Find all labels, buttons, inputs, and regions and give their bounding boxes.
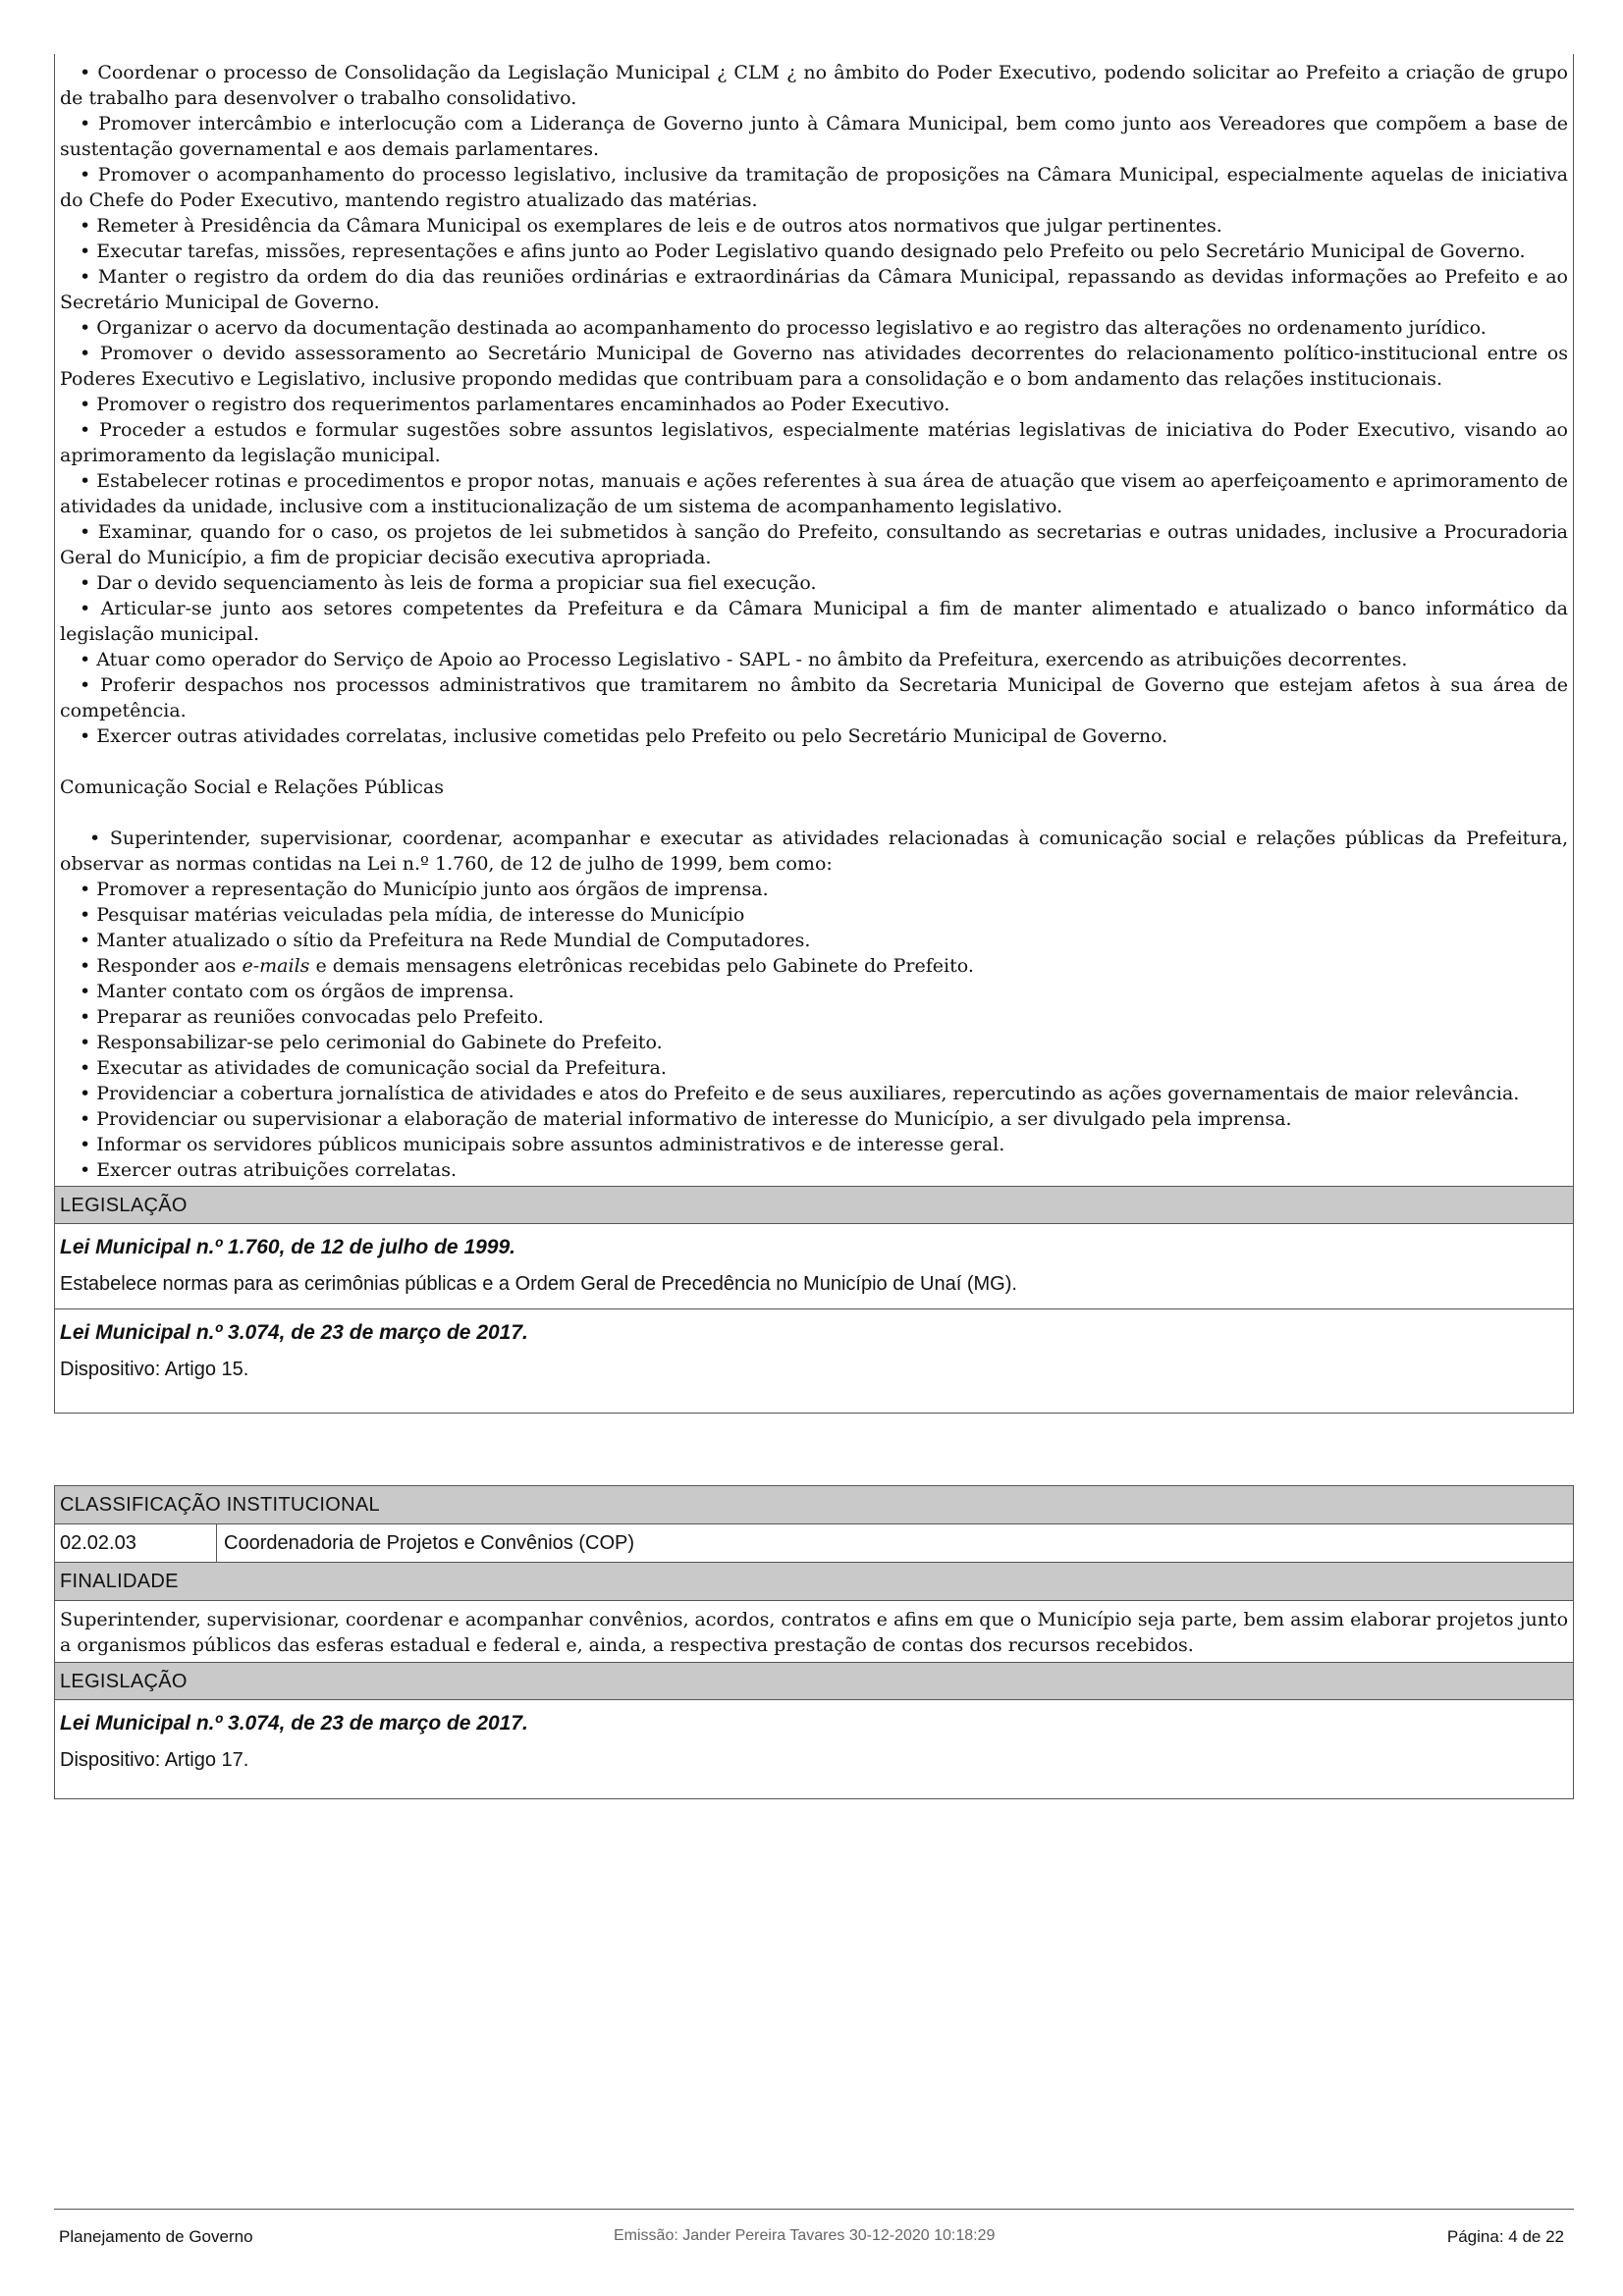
- classification-row: [55, 1524, 1573, 1563]
- footer-title: Planejamento de Governo: [59, 2227, 253, 2246]
- bullet-item: • Pesquisar matérias veiculadas pela mídia, de interesse do Município: [80, 904, 745, 926]
- bullet-item: • Dar o devido sequenciamento às leis de forma a propiciar sua fiel execução.: [80, 572, 817, 594]
- legislation-section: [55, 1186, 1573, 1394]
- bullet-item: • Organizar o acervo da documentação destinada ao acompanhamento do processo legislativo e ao registro das alterações no ordenamento jurídico.: [80, 317, 1487, 339]
- finalidade-text: Superintender, supervisionar, coordenar e acompanhar convênios, acordos, contratos e afins em que o Município seja parte, bem assim elaborar projetos junto a organismos públicos das esferas estadual e federal e, ainda, a respectiva prestação de contas dos recursos recebidos.: [60, 1609, 1569, 1656]
- comm-section-title: Comunicação Social e Relações Públicas: [60, 776, 444, 798]
- footer-page-number: Página: 4 de 22: [1446, 2227, 1564, 2246]
- bullet-item: • Coordenar o processo de Consolidação da Legislação Municipal ¿ CLM ¿ no âmbito do Poder Executivo, podendo solicitar ao Prefeito a criação de grupo de trabalho para desenvolver o trabalho consolidativo.: [60, 62, 1568, 109]
- law-text: Dispositivo: Artigo 15.: [60, 1359, 249, 1380]
- bullet-item: • Executar tarefas, missões, representações e afins junto ao Poder Legislativo quando designado pelo Prefeito ou pelo Secretário Municipal de Governo.: [80, 240, 1526, 262]
- bullet-item: • Promover intercâmbio e interlocução com a Liderança de Governo junto à Câmara Municipal, bem como junto aos Vereadores que compõem a base de sustentação governamental e aos demais parlamentares.: [60, 113, 1568, 160]
- bullet-item: • Remeter à Presidência da Câmara Municipal os exemplares de leis e de outros atos normativos que julgar pertinentes.: [80, 215, 1222, 237]
- bullet-item: • Responsabilizar-se pelo cerimonial do Gabinete do Prefeito.: [80, 1032, 663, 1053]
- bullet-item: • Responder aos e-mails e demais mensagens eletrônicas recebidas pelo Gabinete do Prefeito.: [80, 955, 974, 977]
- bullet-item: • Atuar como operador do Serviço de Apoio ao Processo Legislativo - SAPL - no âmbito da Prefeitura, exercendo as atribuições decorrentes.: [80, 649, 1408, 670]
- finalidade-header: FINALIDADE: [55, 1563, 1573, 1601]
- law-text: Dispositivo: Artigo 17.: [60, 1749, 249, 1771]
- bullet-item: • Estabelecer rotinas e procedimentos e propor notas, manuais e ações referentes à sua área de atuação que visem ao aperfeiçoamento e aprimoramento de atividades da unidade, inclusive com a institucionalização de um sistema de acompanhamento legislativo.: [60, 470, 1568, 517]
- comm-bullet-list: [60, 877, 1568, 1183]
- bullet-item: • Preparar as reuniões convocadas pelo Prefeito.: [80, 1006, 544, 1028]
- top-bullet-list: [60, 60, 1568, 749]
- attributions-block: [54, 54, 1574, 1414]
- law-entry: [55, 1308, 1573, 1394]
- law-entry: [55, 1224, 1573, 1308]
- page-footer: [54, 2209, 1574, 2249]
- classification-name: Coordenadoria de Projetos e Convênios (COP): [224, 1532, 634, 1554]
- bullet-item: • Manter contato com os órgãos de imprensa.: [80, 981, 514, 1002]
- bullet-item: • Promover o registro dos requerimentos parlamentares encaminhados ao Poder Executivo.: [80, 394, 950, 415]
- bullet-item: • Promover o acompanhamento do processo legislativo, inclusive da tramitação de proposições na Câmara Municipal, especialmente aquelas de iniciativa do Chefe do Poder Executivo, mantendo registro atualizado das matérias.: [60, 164, 1568, 211]
- bullet-item: • Exercer outras atividades correlatas, inclusive cometidas pelo Prefeito ou pelo Secretário Municipal de Governo.: [80, 725, 1168, 747]
- bullet-item: • Proceder a estudos e formular sugestões sobre assuntos legislativos, especialmente matérias legislativas de iniciativa do Poder Executivo, visando ao aprimoramento da legislação municipal.: [60, 419, 1568, 466]
- bullet-item: • Executar as atividades de comunicação social da Prefeitura.: [80, 1057, 667, 1079]
- attributions-text: [55, 54, 1573, 1183]
- bullet-item: • Articular-se junto aos setores competentes da Prefeitura e da Câmara Municipal a fim de manter alimentado e atualizado o banco informático da legislação municipal.: [60, 598, 1568, 645]
- bullet-item: • Exercer outras atribuições correlatas.: [80, 1159, 458, 1181]
- classification-block: [54, 1485, 1574, 1799]
- legislation-header: LEGISLAÇÃO: [55, 1186, 1573, 1224]
- bullet-item: • Providenciar ou supervisionar a elaboração de material informativo de interesse do Município, a ser divulgado pela imprensa.: [80, 1108, 1292, 1130]
- law-title: Lei Municipal n.º 3.074, de 23 de março de 2017.: [60, 1321, 528, 1344]
- classification-code: 02.02.03: [55, 1524, 217, 1562]
- bullet-item: • Promover o devido assessoramento ao Secretário Municipal de Governo nas atividades decorrentes do relacionamento político-institucional entre os Poderes Executivo e Legislativo, inclusive propondo medidas que contribuam para a consolidação e o bom andamento das relações institucionais.: [60, 343, 1568, 390]
- legislation-header: LEGISLAÇÃO: [55, 1662, 1573, 1700]
- bullet-item: • Providenciar a cobertura jornalística de atividades e atos do Prefeito e de seus auxiliares, repercutindo as ações governamentais de maior relevância.: [80, 1083, 1520, 1104]
- law-text: Estabelece normas para as cerimônias públicas e a Ordem Geral de Precedência no Município de Unaí (MG).: [60, 1273, 1017, 1295]
- law-title: Lei Municipal n.º 1.760, de 12 de julho de 1999.: [60, 1236, 515, 1258]
- footer-emission: Emissão: Jander Pereira Tavares 30-12-2020 10:18:29: [614, 2227, 996, 2244]
- classification-header: CLASSIFICAÇÃO INSTITUCIONAL: [55, 1486, 1573, 1524]
- bullet-item: • Manter atualizado o sítio da Prefeitura na Rede Mundial de Computadores.: [80, 930, 811, 951]
- bullet-item: • Promover a representação do Município junto aos órgãos de imprensa.: [80, 879, 769, 900]
- bullet-item: • Proferir despachos nos processos administrativos que tramitarem no âmbito da Secretaria Municipal de Governo que estejam afetos à sua área de competência.: [60, 674, 1568, 721]
- bullet-item: • Examinar, quando for o caso, os projetos de lei submetidos à sanção do Prefeito, consultando as secretarias e outras unidades, inclusive a Procuradoria Geral do Município, a fim de propiciar decisão executiva apropriada.: [60, 521, 1568, 568]
- law-title: Lei Municipal n.º 3.074, de 23 de março de 2017.: [60, 1712, 528, 1735]
- comm-intro: • Superintender, supervisionar, coordenar, acompanhar e executar as atividades relacionadas à comunicação social e relações públicas da Prefeitura, observar as normas contidas na Lei n.º 1.760, de 12 de julho de 1999, bem como:: [60, 828, 1568, 875]
- bullet-item: • Informar os servidores públicos municipais sobre assuntos administrativos e de interesse geral.: [80, 1134, 1005, 1155]
- bullet-item: • Manter o registro da ordem do dia das reuniões ordinárias e extraordinárias da Câmara Municipal, repassando as devidas informações ao Prefeito e ao Secretário Municipal de Governo.: [60, 266, 1568, 313]
